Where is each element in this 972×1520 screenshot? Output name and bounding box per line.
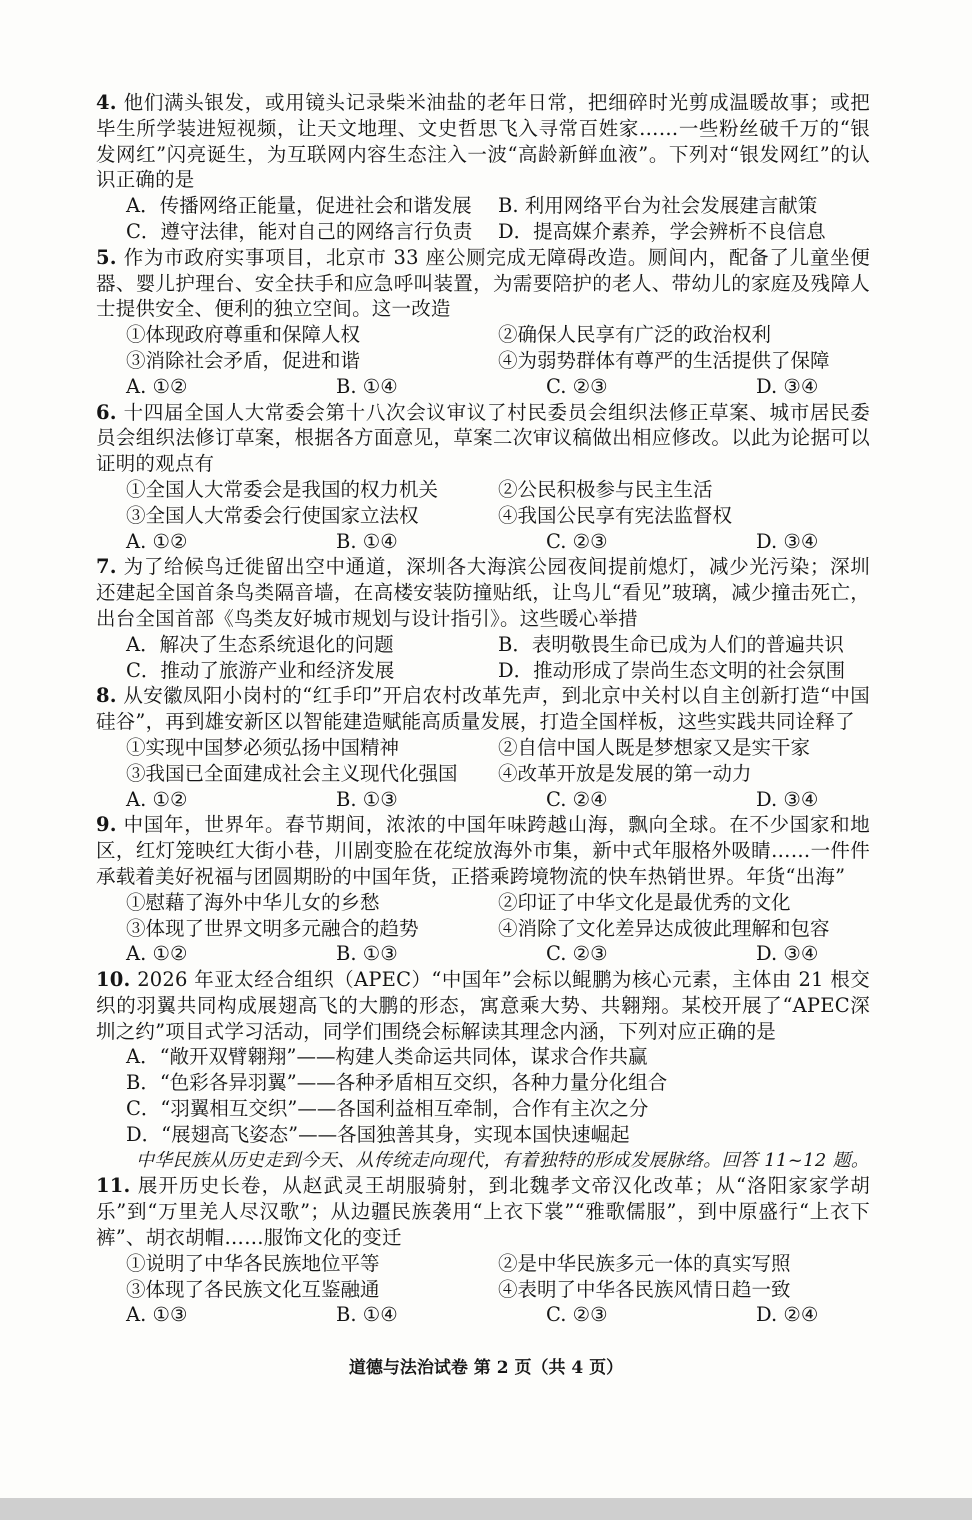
question-11-stem <box>96 1173 870 1250</box>
statement-row <box>96 890 870 916</box>
answer-d: D. ②④ <box>756 1303 819 1327</box>
statement-1: ①全国人大常委会是我国的权力机关 <box>126 477 439 501</box>
option-c: C．“羽翼相互交织”——各国利益相互牵制，合作有主次之分 <box>126 1097 649 1121</box>
question-number: 11. <box>96 1174 131 1198</box>
question-number: 8. <box>96 684 117 708</box>
statement-row <box>96 761 870 787</box>
option-row <box>96 658 870 684</box>
answer-d: D. ③④ <box>756 374 819 398</box>
statement-4: ④消除了文化差异达成彼此理解和包容 <box>498 916 830 940</box>
answer-c: C. ②④ <box>546 787 608 811</box>
answer-row <box>96 529 870 555</box>
option-a: A．“敞开双臂翱翔”——构建人类命运共同体，谋求合作共赢 <box>126 1045 648 1069</box>
answer-d: D. ③④ <box>756 529 819 553</box>
answer-c: C. ②③ <box>546 942 608 966</box>
question-5-stem <box>96 245 870 322</box>
statement-3: ③我国已全面建成社会主义现代化强国 <box>126 761 458 785</box>
section-lead: 中华民族从历史走到今天、从传统走向现代，有着独特的形成发展脉络。回答 11~12 题。 <box>136 1149 870 1171</box>
answer-c: C. ②③ <box>546 529 608 553</box>
option-d: D．推动形成了崇尚生态文明的社会氛围 <box>498 658 846 682</box>
statement-row <box>96 477 870 503</box>
question-text: 作为市政府实事项目，北京市 33 座公厕完成无障碍改造。厕间内，配备了儿童坐便器、婴儿护理台、安全扶手和应急呼叫装置，为需要陪护的老人、带幼儿的家庭及残障人士提供安全、便利的独立空间。这一改造 <box>96 245 870 321</box>
statement-row <box>96 503 870 529</box>
statement-4: ④我国公民享有宪法监督权 <box>498 503 733 527</box>
answer-b: B. ①④ <box>336 1303 398 1327</box>
question-7-stem <box>96 554 870 631</box>
bottom-bar <box>0 1498 972 1520</box>
statement-1: ①说明了中华各民族地位平等 <box>126 1251 380 1275</box>
answer-a: A. ①② <box>126 787 188 811</box>
statement-3: ③体现了世界文明多元融合的趋势 <box>126 916 419 940</box>
answer-c: C. ②③ <box>546 374 608 398</box>
question-4-stem <box>96 90 870 193</box>
statement-4: ④改革开放是发展的第一动力 <box>498 761 752 785</box>
question-10-stem <box>96 967 870 1044</box>
statement-3: ③消除社会矛盾，促进和谐 <box>126 348 361 372</box>
option-a: A．解决了生态系统退化的问题 <box>126 632 394 656</box>
question-number: 10. <box>96 968 131 992</box>
statement-3: ③全国人大常委会行使国家立法权 <box>126 503 419 527</box>
answer-c: C. ②③ <box>546 1303 608 1327</box>
statement-row <box>96 1277 870 1303</box>
option-a: A．传播网络正能量，促进社会和谐发展 <box>126 194 472 218</box>
answer-a: A. ①② <box>126 942 188 966</box>
statement-4: ④为弱势群体有尊严的生活提供了保障 <box>498 348 830 372</box>
option-b: B．“色彩各异羽翼”——各种矛盾相互交织，各种力量分化组合 <box>126 1071 668 1095</box>
statement-4: ④表明了中华各民族风情日趋一致 <box>498 1277 791 1301</box>
answer-row <box>96 787 870 813</box>
statement-1: ①慰藉了海外中华儿女的乡愁 <box>126 890 380 914</box>
question-text: 展开历史长卷，从赵武灵王胡服骑射，到北魏孝文帝汉化改革；从“洛阳家家学胡乐”到“万里羌人尽汉歌”；从边疆民族袭用“上衣下裳”“雅歌儒服”，到中原盛行“上衣下裤”、胡衣胡帽……服饰文化的变迁 <box>96 1174 870 1250</box>
statement-2: ②印证了中华文化是最优秀的文化 <box>498 890 791 914</box>
answer-d: D. ③④ <box>756 787 819 811</box>
answer-row <box>96 1302 870 1328</box>
question-text: 十四届全国人大常委会第十八次会议审议了村民委员会组织法修正草案、城市居民委员会组织法修订草案，根据各方面意见，草案二次审议稿做出相应修改。以此为论据可以证明的观点有 <box>96 400 870 476</box>
answer-a: A. ①② <box>126 374 188 398</box>
option-row <box>96 193 870 219</box>
question-list <box>96 90 870 1328</box>
statement-2: ②是中华民族多元一体的真实写照 <box>498 1251 791 1275</box>
answer-row <box>96 374 870 400</box>
question-text: 为了给候鸟迁徙留出空中通道，深圳各大海滨公园夜间提前熄灯，减少光污染；深圳还建起全国首条鸟类隔音墙，在高楼安装防撞贴纸，让鸟儿“看见”玻璃，减少撞击死亡，出台全国首部《鸟类友好城市规划与设计指引》。这些暖心举措 <box>96 555 870 630</box>
question-8-stem <box>96 683 870 735</box>
question-number: 5. <box>96 245 117 269</box>
option-c: C．推动了旅游产业和经济发展 <box>126 658 395 682</box>
question-number: 9. <box>96 813 117 837</box>
option-b: B. 利用网络平台为社会发展建言献策 <box>498 194 818 218</box>
option-b: B．表明敬畏生命已成为人们的普遍共识 <box>498 632 844 656</box>
statement-2: ②确保人民享有广泛的政治权利 <box>498 323 772 347</box>
question-text: 2026 年亚太经合组织（APEC）“中国年”会标以鲲鹏为核心元素，主体由 21 根交织的羽翼共同构成展翅高飞的大鹏的形态，寓意乘大势、共翱翔。某校开展了“APEC深圳之约”项目式学习活动，同学们围绕会标解读其理念内涵，下列对应正确的是 <box>96 968 870 1043</box>
statement-3: ③体现了各民族文化互鉴融通 <box>126 1277 380 1301</box>
question-number: 4. <box>96 91 117 114</box>
question-number: 7. <box>96 555 117 579</box>
option-d: D．“展翅高飞姿态”——各国独善其身，实现本国快速崛起 <box>126 1122 630 1146</box>
question-text: 中国年，世界年。春节期间，浓浓的中国年味跨越山海，飘向全球。在不少国家和地区，红灯笼映红大街小巷，川剧变脸在花绽放海外市集，新中式年服格外吸睛……一件件承载着美好祝福与团圆期盼的中国年货，正搭乘跨境物流的快车热销世界。年货“出海” <box>96 813 870 888</box>
statement-2: ②公民积极参与民主生活 <box>498 477 713 501</box>
answer-b: B. ①③ <box>336 787 398 811</box>
option-row <box>96 632 870 658</box>
answer-b: B. ①④ <box>336 529 398 553</box>
answer-a: A. ①③ <box>126 1303 188 1327</box>
statement-row <box>96 1251 870 1277</box>
question-6-stem <box>96 400 870 477</box>
answer-row <box>96 941 870 967</box>
statement-2: ②自信中国人既是梦想家又是实干家 <box>498 735 811 759</box>
answer-d: D. ③④ <box>756 942 819 966</box>
question-9-stem <box>96 812 870 889</box>
page-footer: 道德与法治试卷 第 2 页（共 4 页） <box>348 1358 624 1378</box>
statement-row <box>96 916 870 942</box>
question-text: 从安徽凤阳小岗村的“红手印”开启农村改革先声，到北京中关村以自主创新打造“中国硅谷”，再到雄安新区以智能建造赋能高质量发展，打造全国样板，这些实践共同诠释了 <box>96 684 870 734</box>
statement-1: ①体现政府尊重和保障人权 <box>126 323 361 347</box>
answer-b: B. ①③ <box>336 942 398 966</box>
question-number: 6. <box>96 400 117 424</box>
option-c: C．遵守法律，能对自己的网络言行负责 <box>126 219 473 243</box>
statement-row <box>96 735 870 761</box>
answer-b: B. ①④ <box>336 374 398 398</box>
question-text: 他们满头银发，或用镜头记录柴米油盐的老年日常，把细碎时光剪成温暖故事；或把毕生所学装进短视频，让天文地理、文史哲思飞入寻常百姓家……一些粉丝破千万的“银发网红”闪亮诞生，为互联网内容生态注入一波“高龄新鲜血液”。下列对“银发网红”的认识正确的是 <box>96 91 870 192</box>
option-row <box>96 219 870 245</box>
statement-1: ①实现中国梦必须弘扬中国精神 <box>126 735 400 759</box>
option-d: D．提高媒介素养，学会辨析不良信息 <box>498 219 826 243</box>
statement-row <box>96 322 870 348</box>
answer-a: A. ①② <box>126 529 188 553</box>
statement-row <box>96 348 870 374</box>
